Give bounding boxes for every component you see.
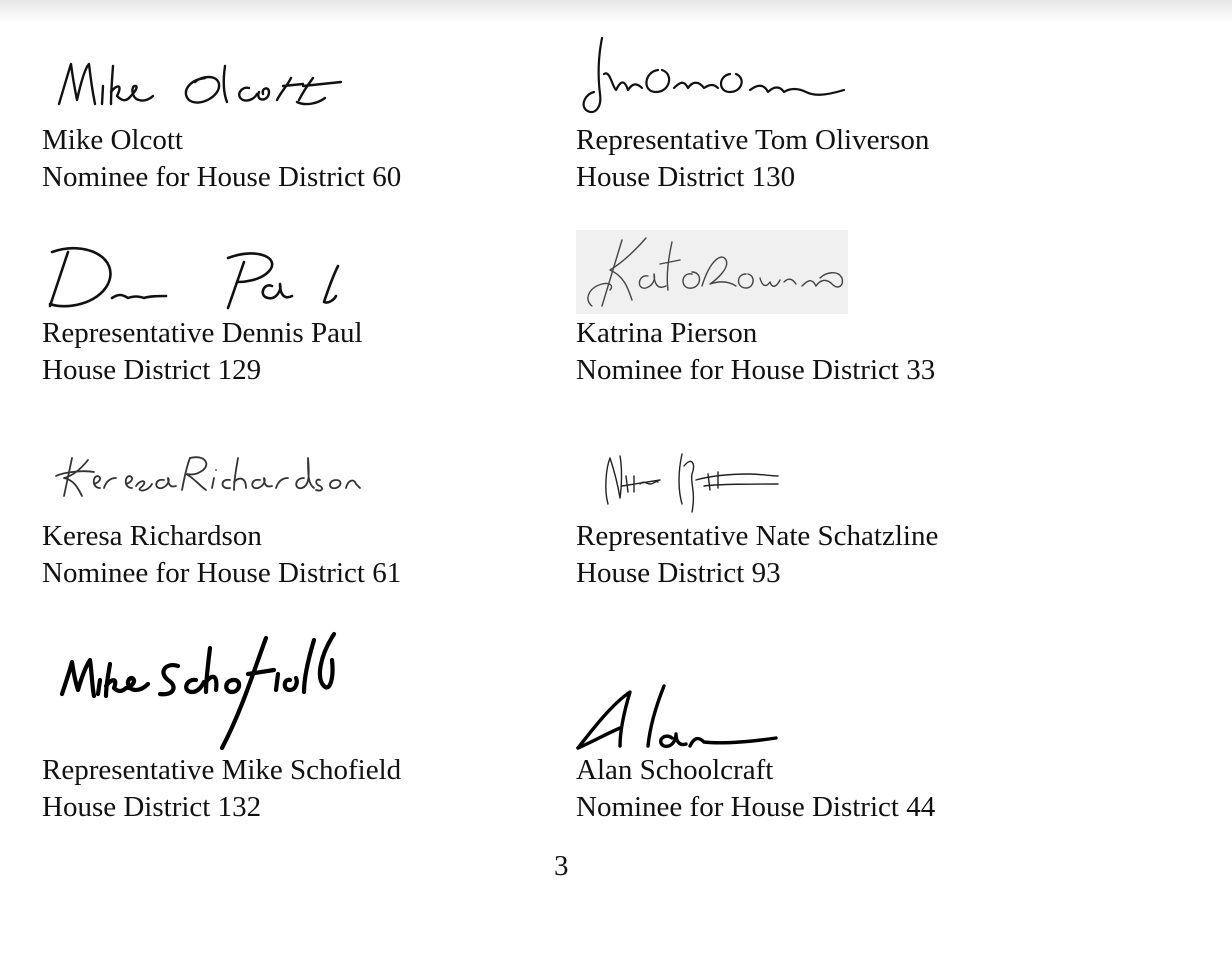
page-number: 3 xyxy=(554,850,569,882)
signatory-title: Nominee for House District 60 xyxy=(42,161,402,193)
signatory-block-paul xyxy=(42,315,363,389)
signature-tom-oliverson xyxy=(580,34,850,118)
signatory-title: House District 130 xyxy=(576,161,796,193)
signature-katrina-pierson xyxy=(576,230,848,314)
signatory-name: Representative Nate Schatzline xyxy=(576,520,939,552)
signatory-block-olcott xyxy=(42,122,401,196)
page-top-shadow xyxy=(0,0,1232,22)
signatory-block-richardson xyxy=(42,518,401,592)
signatory-name: Representative Mike Schofield xyxy=(42,754,402,786)
signatory-block-schoolcraft xyxy=(576,752,935,826)
signature-dennis-paul xyxy=(46,238,346,312)
signatory-block-pierson xyxy=(576,315,935,389)
signatory-name: Katrina Pierson xyxy=(576,317,758,349)
signature-keresa-richardson xyxy=(54,444,364,502)
signatory-title: House District 129 xyxy=(42,354,262,386)
signatory-block-schofield xyxy=(42,752,401,826)
signatory-name: Keresa Richardson xyxy=(42,520,262,552)
signatory-name: Representative Tom Oliverson xyxy=(576,124,930,156)
signature-alan-schoolcraft xyxy=(572,680,782,754)
signatory-name: Mike Olcott xyxy=(42,124,183,156)
signature-nate-schatzline xyxy=(600,446,784,514)
signature-mike-olcott xyxy=(55,52,345,122)
signatory-name: Representative Dennis Paul xyxy=(42,317,363,349)
signatory-title: House District 132 xyxy=(42,791,262,823)
signature-mike-schofield xyxy=(58,630,340,750)
signatory-title: Nominee for House District 61 xyxy=(42,557,402,589)
signatory-block-schatzline xyxy=(576,518,938,592)
signatory-title: Nominee for House District 44 xyxy=(576,791,936,823)
signatory-block-oliverson xyxy=(576,122,929,196)
signatory-title: Nominee for House District 33 xyxy=(576,354,936,386)
signatory-title: House District 93 xyxy=(576,557,781,589)
signatory-name: Alan Schoolcraft xyxy=(576,754,774,786)
